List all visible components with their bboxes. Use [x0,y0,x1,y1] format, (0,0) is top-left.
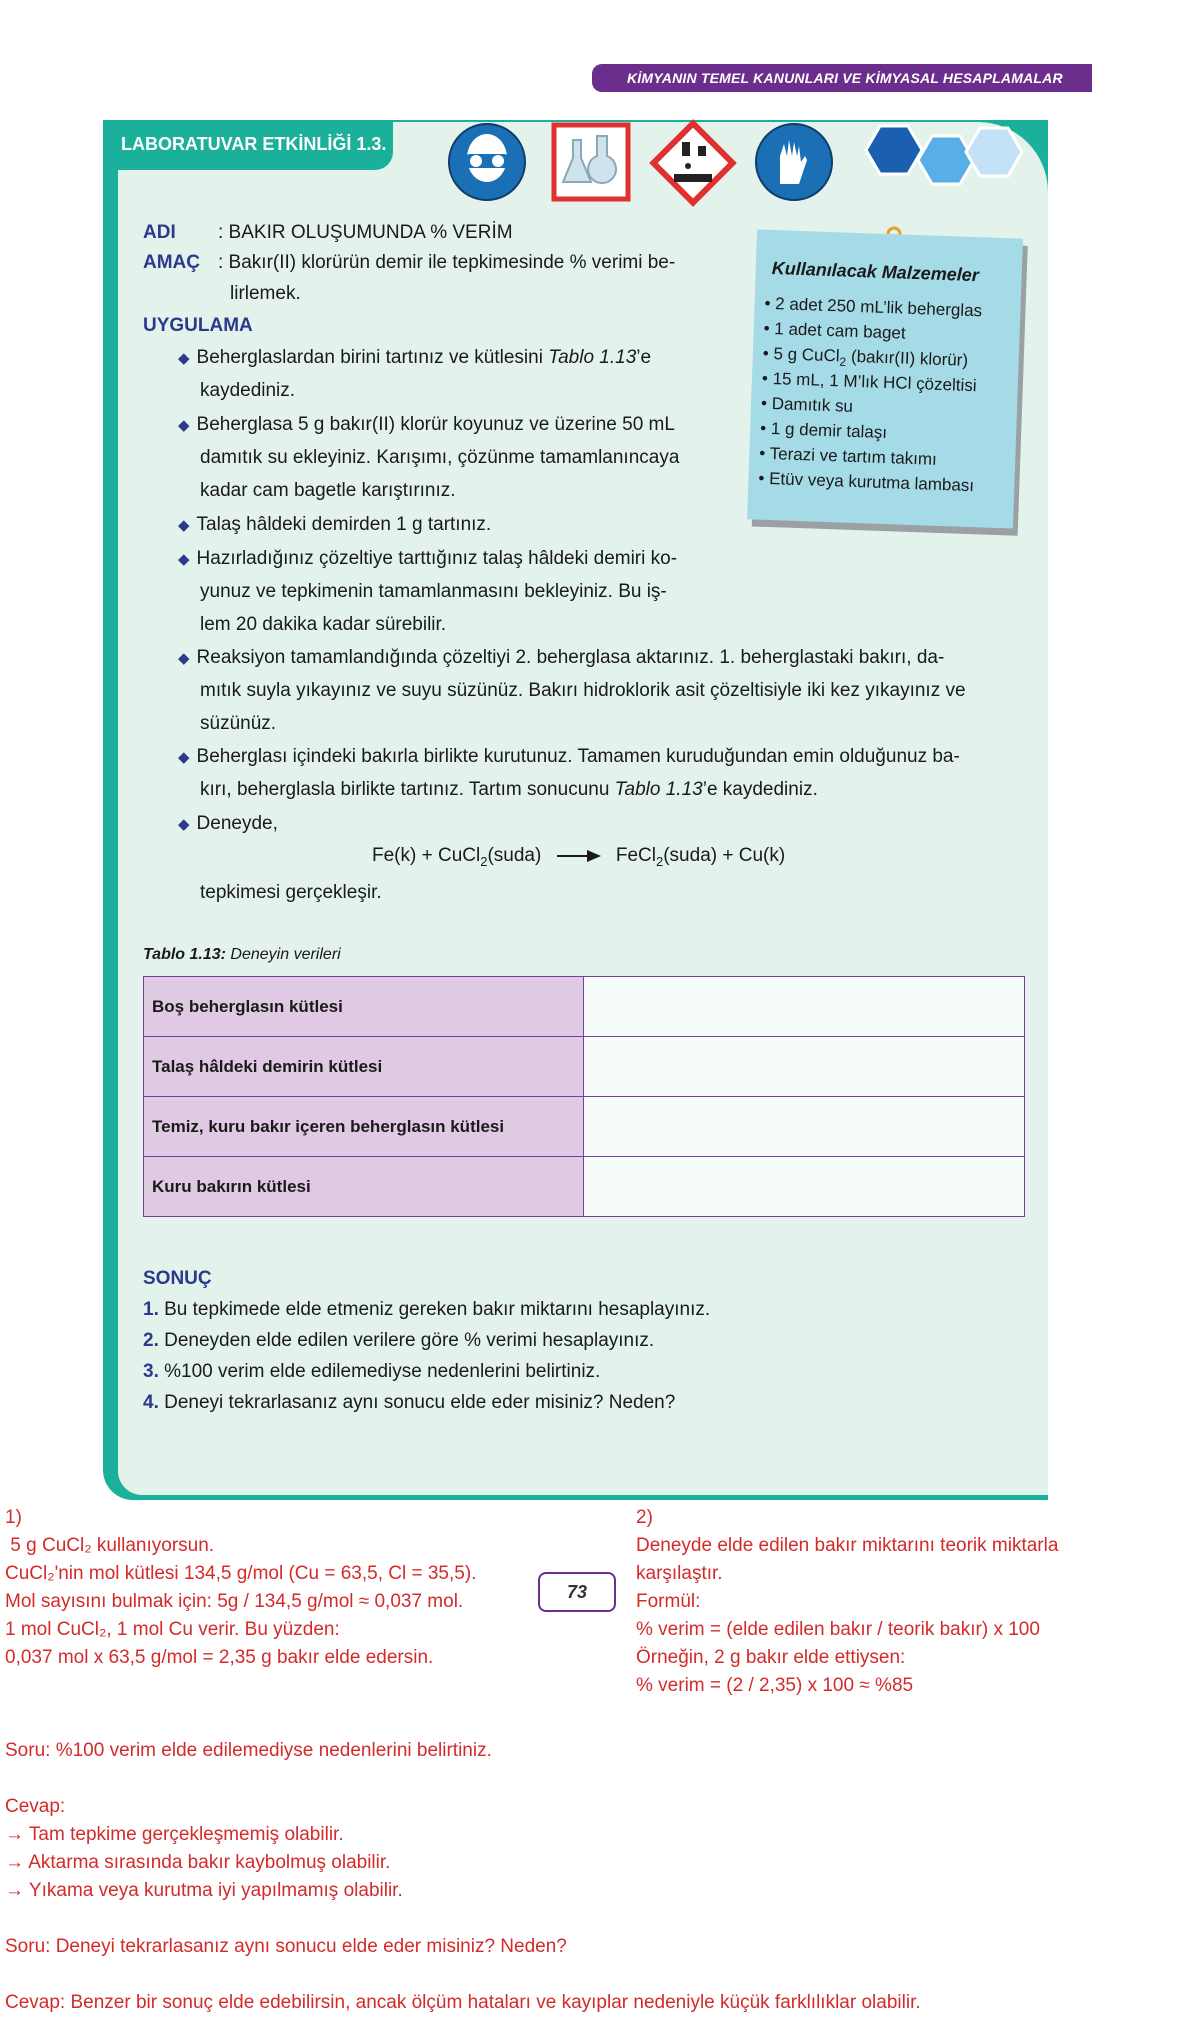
adi-value: : BAKIR OLUŞUMUNDA % VERİM [218,222,513,243]
answer-2-line: % verim = (elde edilen bakır / teorik bakır) x 100 [636,1619,1040,1640]
table-row-label: Kuru bakırın kütlesi [144,1157,584,1217]
material-item: • 15 mL, 1 M’lık HCl çözeltisi [761,368,977,396]
question-4: Soru: Deneyi tekrarlasanız aynı sonucu elde eder misiniz? Neden? [5,1936,567,1957]
table-row [144,1157,1025,1217]
amac-line-2: lirlemek. [230,283,301,304]
lab-tab-title: LABORATUVAR ETKİNLİĞİ 1.3. [121,134,387,154]
table-row-label: Talaş hâldeki demirin kütlesi [144,1037,584,1097]
material-item: • 2 adet 250 mL’lik beherglas [764,293,983,321]
material-item: • Damıtık su [760,393,854,416]
table-row-value[interactable] [584,977,1025,1037]
answer-3-line: → Yıkama veya kurutma iyi yapılmamış olabilir. [5,1880,403,1901]
step-2-line-2: damıtık su ekleyiniz. Karışımı, çözünme tamamlanıncaya [200,447,680,468]
gloves-icon [754,122,834,202]
adi-label: ADI [143,222,176,243]
material-item: • 5 g CuCl$_2$ (bakır(II) klorür) [762,343,969,370]
equation-after: tepkimesi gerçekleşir. [200,882,382,903]
answer-4: Cevap: Benzer bir sonuç elde edebilirsin, ancak ölçüm hataları ve kayıplar nedeniyle küçük farklılıklar olabilir. [5,1992,921,2013]
answer-2-line: Deneyde elde edilen bakır miktarını teorik miktarla [636,1535,1059,1556]
diamond-icon: ◆ [178,517,190,534]
answer-3-line: → Aktarma sırasında bakır kaybolmuş olabilir. [5,1852,391,1873]
amac-line-1: : Bakır(II) klorürün demir ile tepkimesinde % verimi be- [218,252,676,273]
hexagon-icon [856,118,1036,198]
arrow-icon [557,849,601,863]
step-6: ◆ Beherglası içindeki bakırla birlikte kurutunuz. Tamamen kuruduğundan emin olduğunuz ba- [178,746,960,767]
sonuc-item: 3. %100 verim elde edilemediyse nedenlerini belirtiniz. [143,1361,601,1382]
table-row [144,1097,1025,1157]
answer-2-line: Örneğin, 2 g bakır elde ettiysen: [636,1647,906,1668]
answer-1-line: 0,037 mol x 63,5 g/mol = 2,35 g bakır elde edersin. [5,1647,434,1668]
question-3: Soru: %100 verim elde edilemediyse nedenlerini belirtiniz. [5,1740,492,1761]
step-5: ◆ Reaksiyon tamamlandığında çözeltiyi 2. beherglasa aktarınız. 1. beherglastaki bakırı, da- [178,647,945,668]
goggles-icon [447,122,527,202]
corrosive-icon [648,118,738,208]
step-5-line-2: mıtık suyla yıkayınız ve suyu süzünüz. Bakırı hidroklorik asit çözeltisiyle iki kez yıkayınız ve [200,680,966,701]
step-4-line-2: yunuz ve tepkimenin tamamlanmasını bekleyiniz. Bu iş- [200,581,667,602]
data-table [143,976,1025,1217]
step-6-line-2: kırı, beherglasla birlikte tartınız. Tartım sonucunu Tablo 1.13’e kaydediniz. [200,779,818,800]
diamond-icon: ◆ [178,350,190,367]
table-row-label: Temiz, kuru bakır içeren beherglasın kütlesi [144,1097,584,1157]
step-4: ◆ Hazırladığınız çözeltiye tarttığınız talaş hâldeki demiri ko- [178,548,678,569]
table-row [144,1037,1025,1097]
material-item: • Etüv veya kurutma lambası [758,468,975,496]
answer-3-label: Cevap: [5,1796,66,1817]
equation: Fe(k) + CuCl$_2$(suda) FeCl$_2$(suda) + Cu(k) [372,845,786,869]
diamond-icon: ◆ [178,551,190,568]
answer-2-number: 2) [636,1507,653,1528]
step-3: ◆ Talaş hâldeki demirden 1 g tartınız. [178,514,492,535]
glassware-icon [551,122,631,202]
step-7: ◆ Deneyde, [178,813,278,834]
step-1-line-2: kaydediniz. [200,380,296,401]
step-4-line-3: lem 20 dakika kadar sürebilir. [200,614,447,635]
answer-2-line: karşılaştır. [636,1563,723,1584]
material-item: • 1 adet cam baget [763,318,907,343]
answer-3-line: → Tam tepkime gerçekleşmemiş olabilir. [5,1824,344,1845]
table-row-value[interactable] [584,1097,1025,1157]
answer-1-line: CuCl₂'nin mol kütlesi 134,5 g/mol (Cu = 63,5, Cl = 35,5). [5,1563,477,1584]
lab-tab [103,120,393,170]
uygulama-title: UYGULAMA [143,315,253,336]
diamond-icon: ◆ [178,816,190,833]
header-bar [592,64,1092,92]
step-1: ◆ Beherglaslardan birini tartınız ve kütlesini Tablo 1.13’e [178,347,652,368]
material-item: • 1 g demir talaşı [759,418,888,443]
diamond-icon: ◆ [178,749,190,766]
table-caption: Tablo 1.13: Deneyin verileri [143,946,341,963]
amac-label: AMAÇ [143,252,200,273]
answer-1-line: 5 g CuCl₂ kullanıyorsun. [5,1535,215,1556]
sonuc-item: 1. Bu tepkimede elde etmeniz gereken bakır miktarını hesaplayınız. [143,1299,711,1320]
diamond-icon: ◆ [178,650,190,667]
sonuc-item: 2. Deneyden elde edilen verilere göre % verimi hesaplayınız. [143,1330,655,1351]
sonuc-item: 4. Deneyi tekrarlasanız aynı sonucu elde eder misiniz? Neden? [143,1392,676,1413]
answer-1-line: Mol sayısını bulmak için: 5g / 134,5 g/mol ≈ 0,037 mol. [5,1591,464,1612]
step-2-line-3: kadar cam bagetle karıştırınız. [200,480,456,501]
diamond-icon: ◆ [178,417,190,434]
table-row-value[interactable] [584,1037,1025,1097]
answer-1-number: 1) [5,1507,22,1528]
sonuc-title: SONUÇ [143,1268,212,1289]
table-row-value[interactable] [584,1157,1025,1217]
answer-1-line: 1 mol CuCl₂, 1 mol Cu verir. Bu yüzden: [5,1619,340,1640]
step-2: ◆ Beherglasa 5 g bakır(II) klorür koyunuz ve üzerine 50 mL [178,414,675,435]
materials-note [747,229,1023,528]
answer-2-line: Formül: [636,1591,701,1612]
table-row [144,977,1025,1037]
step-5-line-3: süzünüz. [200,713,277,734]
header-title: KİMYANIN TEMEL KANUNLARI VE KİMYASAL HESAPLAMALAR [627,70,1063,86]
material-item: • Terazi ve tartım takımı [759,443,938,469]
materials-title: Kullanılacak Malzemeler [771,257,980,286]
answer-2-line: % verim = (2 / 2,35) x 100 ≈ %85 [636,1675,914,1696]
table-row-label: Boş beherglasın kütlesi [144,977,584,1037]
page-number: 73 [538,1572,616,1612]
